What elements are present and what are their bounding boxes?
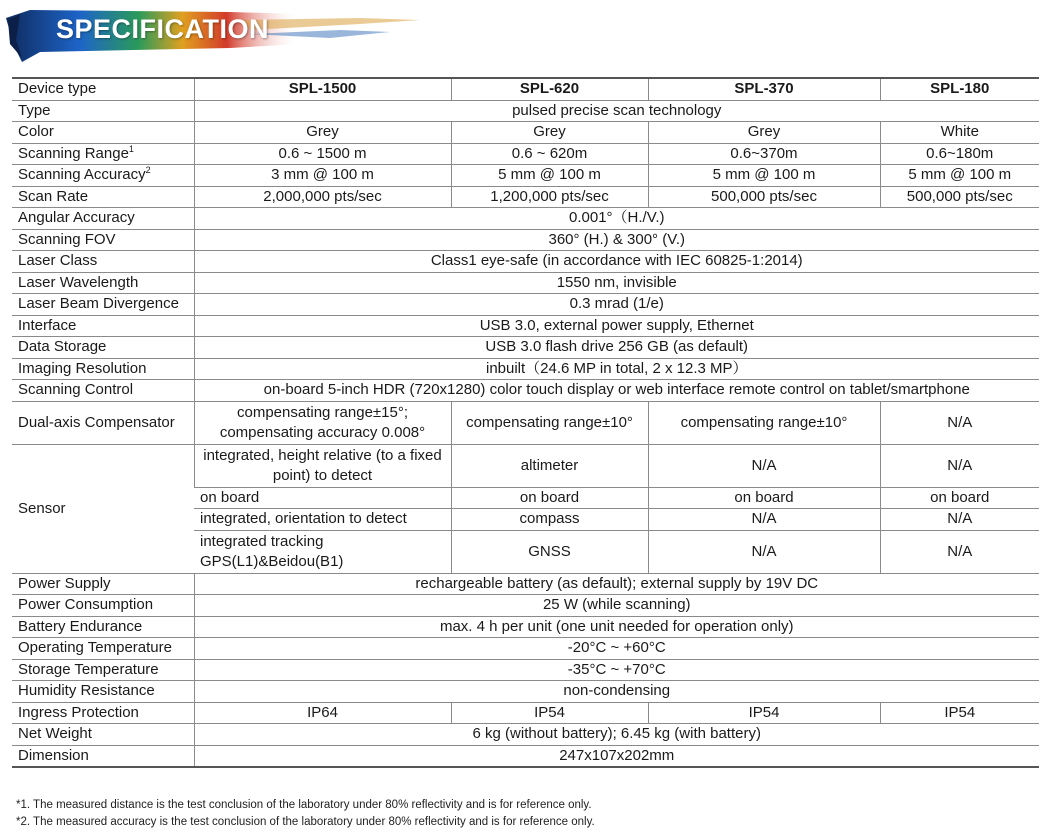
table-row bbox=[12, 143, 1039, 165]
header-label: Device type bbox=[12, 78, 194, 100]
table-row bbox=[12, 638, 1039, 660]
cell: integrated, height relative (to a fixed point) to detect bbox=[194, 444, 451, 487]
row-value: 1550 nm, invisible bbox=[194, 272, 1039, 294]
cell: on board bbox=[648, 487, 880, 509]
footnote-2: *2. The measured accuracy is the test conclusion of the laboratory under 80% reflectivity and is for reference only. bbox=[16, 816, 595, 828]
table-row bbox=[12, 100, 1039, 122]
table-row bbox=[12, 659, 1039, 681]
cell: GNSS bbox=[451, 530, 648, 573]
table-row bbox=[12, 337, 1039, 359]
row-label: Operating Temperature bbox=[12, 638, 194, 660]
cell: on board bbox=[451, 487, 648, 509]
row-label: Scanning FOV bbox=[12, 229, 194, 251]
row-label: Angular Accuracy bbox=[12, 208, 194, 230]
cell: 0.6~370m bbox=[648, 143, 880, 165]
table-row bbox=[12, 208, 1039, 230]
table-row bbox=[12, 229, 1039, 251]
table-row bbox=[12, 186, 1039, 208]
row-label: Laser Class bbox=[12, 251, 194, 273]
cell: N/A bbox=[648, 509, 880, 531]
row-label: Imaging Resolution bbox=[12, 358, 194, 380]
table-row bbox=[12, 315, 1039, 337]
table-row bbox=[12, 745, 1039, 767]
row-value: on-board 5-inch HDR (720x1280) color touch display or web interface remote control on tablet/smartphone bbox=[194, 380, 1039, 402]
footnote-1: *1. The measured distance is the test conclusion of the laboratory under 80% reflectivity and is for reference only. bbox=[16, 799, 592, 811]
table-row bbox=[12, 380, 1039, 402]
cell: 0.6 ~ 620m bbox=[451, 143, 648, 165]
table-row bbox=[12, 595, 1039, 617]
row-value: pulsed precise scan technology bbox=[194, 100, 1039, 122]
cell: 5 mm @ 100 m bbox=[451, 165, 648, 187]
cell: compensating range±10° bbox=[648, 401, 880, 444]
row-label: Data Storage bbox=[12, 337, 194, 359]
cell: N/A bbox=[880, 530, 1039, 573]
table-row bbox=[12, 573, 1039, 595]
row-value: non-condensing bbox=[194, 681, 1039, 703]
row-label: Dimension bbox=[12, 745, 194, 767]
table-row bbox=[12, 122, 1039, 144]
row-label: Battery Endurance bbox=[12, 616, 194, 638]
cell: integrated, orientation to detect bbox=[194, 509, 451, 531]
row-label: Scanning Control bbox=[12, 380, 194, 402]
row-value: 0.3 mrad (1/e) bbox=[194, 294, 1039, 316]
table-row bbox=[12, 294, 1039, 316]
cell: White bbox=[880, 122, 1039, 144]
cell: IP54 bbox=[451, 702, 648, 724]
row-value: inbuilt（24.6 MP in total, 2 x 12.3 MP） bbox=[194, 358, 1039, 380]
row-value: USB 3.0 flash drive 256 GB (as default) bbox=[194, 337, 1039, 359]
cell: 5 mm @ 100 m bbox=[648, 165, 880, 187]
cell: integrated tracking GPS(L1)&Beidou(B1) bbox=[194, 530, 451, 573]
row-value: 6 kg (without battery); 6.45 kg (with battery) bbox=[194, 724, 1039, 746]
cell: IP64 bbox=[194, 702, 451, 724]
table-row bbox=[12, 702, 1039, 724]
cell: on board bbox=[194, 487, 451, 509]
row-value: -20°C ~ +60°C bbox=[194, 638, 1039, 660]
cell: 0.6 ~ 1500 m bbox=[194, 143, 451, 165]
table-row bbox=[12, 251, 1039, 273]
cell: N/A bbox=[880, 509, 1039, 531]
footnote-marker: 1 bbox=[128, 143, 134, 154]
table-row bbox=[12, 272, 1039, 294]
row-label: Laser Wavelength bbox=[12, 272, 194, 294]
cell: 3 mm @ 100 m bbox=[194, 165, 451, 187]
cell: 2,000,000 pts/sec bbox=[194, 186, 451, 208]
row-label: Color bbox=[12, 122, 194, 144]
cell: compensating range±15°; compensating accuracy 0.008° bbox=[194, 401, 451, 444]
table-row bbox=[12, 724, 1039, 746]
row-value: rechargeable battery (as default); external supply by 19V DC bbox=[194, 573, 1039, 595]
model-spl-1500: SPL-1500 bbox=[194, 78, 451, 100]
row-label: Scanning Accuracy$^2$ bbox=[12, 165, 194, 187]
cell: 500,000 pts/sec bbox=[880, 186, 1039, 208]
row-label: Net Weight bbox=[12, 724, 194, 746]
row-label: Dual-axis Compensator bbox=[12, 401, 194, 444]
cell: Grey bbox=[648, 122, 880, 144]
row-value: USB 3.0, external power supply, Ethernet bbox=[194, 315, 1039, 337]
cell: N/A bbox=[880, 444, 1039, 487]
row-label: Humidity Resistance bbox=[12, 681, 194, 703]
row-label-sensor: Sensor bbox=[12, 444, 194, 573]
row-value: -35°C ~ +70°C bbox=[194, 659, 1039, 681]
row-value: 247x107x202mm bbox=[194, 745, 1039, 767]
cell: 5 mm @ 100 m bbox=[880, 165, 1039, 187]
specification-table bbox=[12, 77, 1039, 768]
row-label: Interface bbox=[12, 315, 194, 337]
cell: 500,000 pts/sec bbox=[648, 186, 880, 208]
row-label: Scanning Range$^1$ bbox=[12, 143, 194, 165]
cell: N/A bbox=[648, 530, 880, 573]
row-value: 25 W (while scanning) bbox=[194, 595, 1039, 617]
row-value: max. 4 h per unit (one unit needed for operation only) bbox=[194, 616, 1039, 638]
banner-title: SPECIFICATION bbox=[56, 14, 270, 44]
cell: IP54 bbox=[648, 702, 880, 724]
row-label: Type bbox=[12, 100, 194, 122]
table-row bbox=[12, 165, 1039, 187]
footnote-marker: 2 bbox=[145, 165, 151, 176]
row-label: Power Supply bbox=[12, 573, 194, 595]
model-spl-180: SPL-180 bbox=[880, 78, 1039, 100]
row-label: Laser Beam Divergence bbox=[12, 294, 194, 316]
row-label: Power Consumption bbox=[12, 595, 194, 617]
table-row bbox=[12, 681, 1039, 703]
cell: N/A bbox=[880, 401, 1039, 444]
table-row bbox=[12, 401, 1039, 444]
cell: 1,200,000 pts/sec bbox=[451, 186, 648, 208]
spec-banner bbox=[0, 0, 440, 64]
model-spl-620: SPL-620 bbox=[451, 78, 648, 100]
row-value: 360° (H.) & 300° (V.) bbox=[194, 229, 1039, 251]
footnotes bbox=[16, 797, 595, 831]
cell: altimeter bbox=[451, 444, 648, 487]
row-label: Storage Temperature bbox=[12, 659, 194, 681]
row-label: Scan Rate bbox=[12, 186, 194, 208]
row-label: Ingress Protection bbox=[12, 702, 194, 724]
cell: Grey bbox=[194, 122, 451, 144]
table-row bbox=[12, 616, 1039, 638]
model-spl-370: SPL-370 bbox=[648, 78, 880, 100]
cell: 0.6~180m bbox=[880, 143, 1039, 165]
cell: Grey bbox=[451, 122, 648, 144]
cell: N/A bbox=[648, 444, 880, 487]
table-row bbox=[12, 444, 1039, 487]
table-row bbox=[12, 358, 1039, 380]
cell: on board bbox=[880, 487, 1039, 509]
cell: compensating range±10° bbox=[451, 401, 648, 444]
row-value: Class1 eye-safe (in accordance with IEC 60825-1:2014) bbox=[194, 251, 1039, 273]
row-value: 0.001°（H./V.) bbox=[194, 208, 1039, 230]
cell: compass bbox=[451, 509, 648, 531]
table-header-row bbox=[12, 78, 1039, 100]
cell: IP54 bbox=[880, 702, 1039, 724]
